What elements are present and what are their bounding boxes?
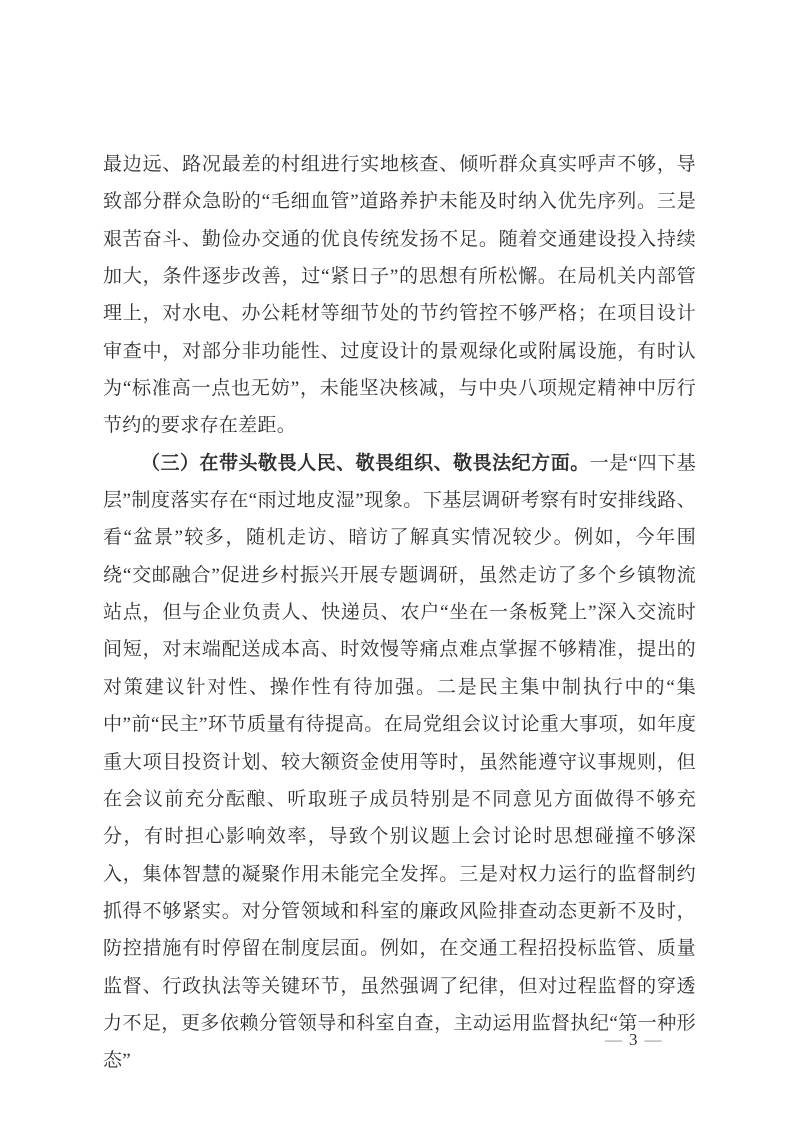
paragraph-section-three — [103, 445, 696, 1080]
paragraph-continuation: 最边远、路况最差的村组进行实地核查、倾听群众真实呼声不够，导致部分群众急盼的“毛细血管”道路养护未能及时纳入优先序列。三是艰苦奋斗、勤俭办交通的优良传统发扬不足。随着交通建设投入持续加大，条件逐步改善，过“紧日子”的思想有所松懈。在局机关内部管理上，对水电、办公耗材等细节处的节约管控不够严格；在项目设计审查中，对部分非功能性、过度设计的景观绿化或附属设施，有时认为“标准高一点也无妨”，未能坚决核减，与中央八项规定精神中厉行节约的要求存在差距。 — [103, 154, 696, 437]
page-number-value: 3 — [629, 1030, 638, 1049]
page-number-dash-right: — — [644, 1030, 662, 1049]
page-number-dash-left: — — [605, 1030, 622, 1049]
paragraph-text: 一是“四下基层”制度落实存在“雨过地皮湿”现象。下基层调研考察有时安排线路、看“盆景”较多，随机走访、暗访了解真实情况较少。例如，今年围绕“交邮融合”促进乡村振兴开展专题调研，虽然走访了多个乡镇物流站点，但与企业负责人、快递员、农户“坐在一条板凳上”深入交流时间短，对末端配送成本高、时效慢等痛点难点掌握不够精准，提出的对策建议针对性、操作性有待加强。二是民主集中制执行中的“集中”前“民主”环节质量有待提高。在局党组会议讨论重大事项，如年度重大项目投资计划、较大额资金使用等时，虽然能遵守议事规则，但在会议前充分酝酿、听取班子成员特别是不同意见方面做得不够充分，有时担心影响效率，导致个别议题上会讨论时思想碰撞不够深入，集体智慧的凝聚作用未能完全发挥。三是对权力运行的监督制约抓得不够紧实。对分管领域和科室的廉政风险排查动态更新不及时，防控措施有时停留在制度层面。例如，在交通工程招投标监管、质量监督、行政执法等关键环节，虽然强调了纪律，但对过程监督的穿透力不足，更多依赖分管领导和科室自查，主动运用监督执纪“第一种形态” — [103, 452, 696, 1072]
page-number — [598, 1030, 669, 1050]
document-body — [103, 146, 696, 1080]
section-heading: （三）在带头敬畏人民、敬畏组织、敬畏法纪方面。 — [141, 452, 590, 474]
